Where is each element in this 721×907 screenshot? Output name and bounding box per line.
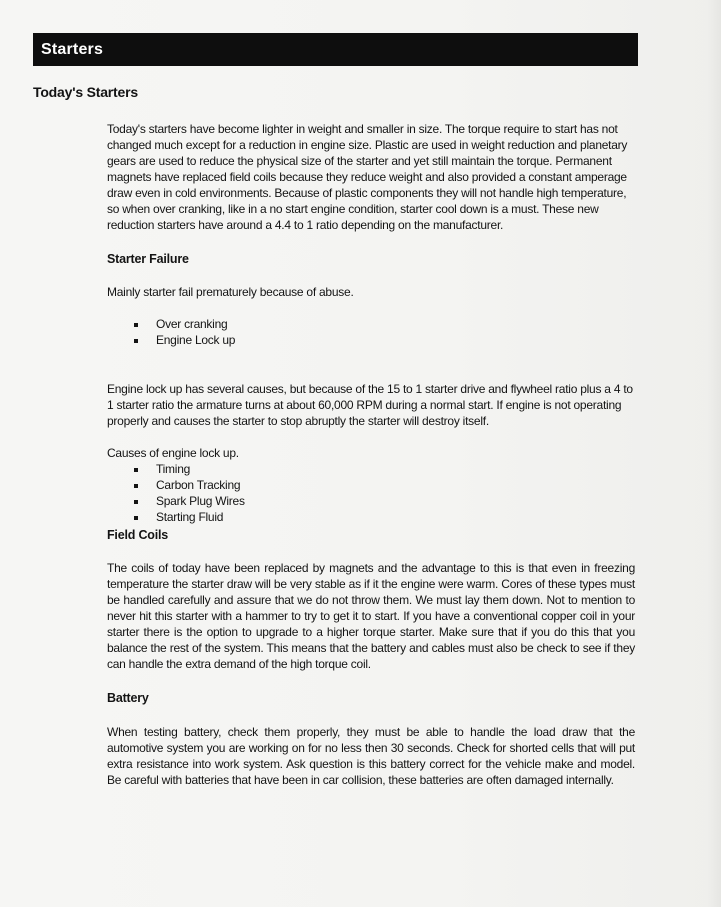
starter-failure-heading: Starter Failure <box>107 252 189 266</box>
list-item: Engine Lock up <box>107 332 635 348</box>
intro-paragraph: Today's starters have become lighter in weight and smaller in size. The torque require to start has not changed much except for a reduction in engine size. Plastic are used in weight reduction and planetary gears are used to reduce the physical size of the starter and yet still maintain the torque. Permanent magnets have replaced field coils because they reduce weight and also provided a constant amperage draw even in cold environments. Because of plastic components they will not handle high temperature, so when over cranking, like in a no start engine condition, starter cool down is a must. These new reduction starters have around a 4.4 to 1 ratio depending on the manufacturer. <box>107 122 628 232</box>
field-coils-paragraph: The coils of today have been replaced by magnets and the advantage to this is that even in freezing temperature the starter draw will be very stable as if it the engine were warm. Cores of these types must be handled carefully and assure that we do not throw them. We must lay them down. Not to mention to never hit this starter with a hammer to try to get it to start. If you have a conventional copper coil in your starter there is the option to upgrade to a higher torque starter. Make sure that if you do this that you balance the rest of the system. This means that the battery and cables must also be check to see if they can handle the extra demand of the high torque coil. <box>107 561 635 671</box>
scan-edge-shadow <box>707 0 721 907</box>
list-item: Timing <box>107 461 635 477</box>
list-item: Over cranking <box>107 316 635 332</box>
chapter-title: Starters <box>41 40 104 58</box>
failure-bullet-list <box>107 316 635 348</box>
battery-paragraph: When testing battery, check them properly, they must be able to handle the load draw that the automotive system you are working on for no less then 30 seconds. Check for shorted cells that will put extra resistance into work system. Ask question is this battery correct for the vehicle make and model. Be careful with batteries that have been in car collision, these batteries are often damaged internally. <box>107 725 635 787</box>
section-title: Today's Starters <box>33 84 138 100</box>
document-body <box>107 121 635 788</box>
list-item: Carbon Tracking <box>107 477 635 493</box>
field-coils-heading: Field Coils <box>107 528 169 542</box>
chapter-header-bar <box>33 33 638 66</box>
causes-intro: Causes of engine lock up. <box>107 446 239 460</box>
failure-intro-paragraph: Mainly starter fail prematurely because of abuse. <box>107 285 354 299</box>
battery-heading: Battery <box>107 691 149 705</box>
list-item: Spark Plug Wires <box>107 493 635 509</box>
lockup-paragraph: Engine lock up has several causes, but because of the 15 to 1 starter drive and flywheel ratio plus a 4 to 1 starter ratio the armature turns at about 60,000 RPM during a normal start. If engine is not operating properly and causes the starter to stop abruptly the starter will destroy itself. <box>107 382 633 428</box>
list-item: Starting Fluid <box>107 509 635 525</box>
causes-bullet-list <box>107 461 635 525</box>
